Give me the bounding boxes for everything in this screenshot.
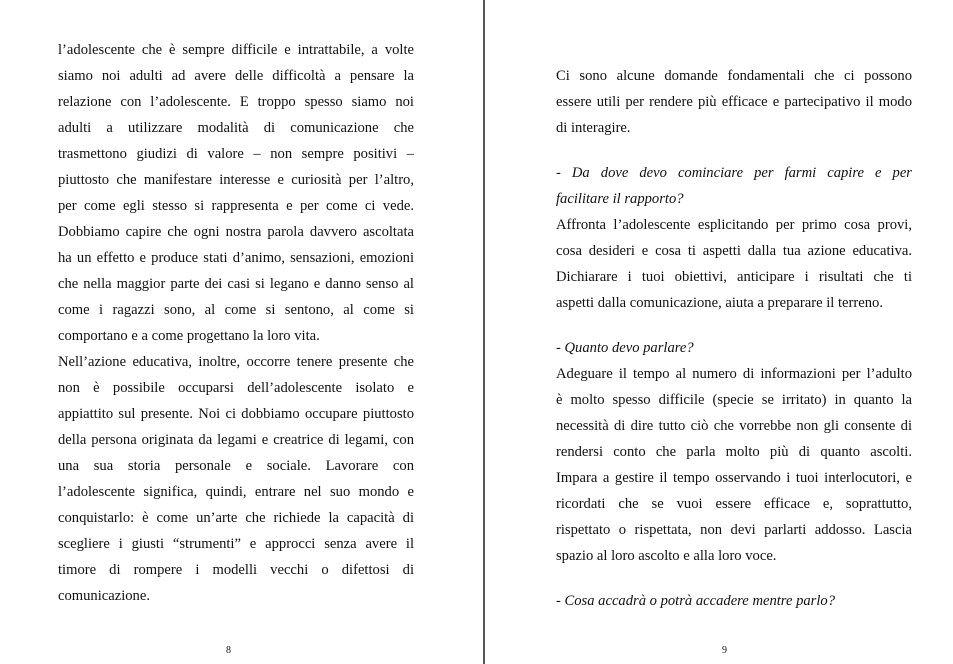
question-heading: - Quanto devo parlare? [556,340,694,356]
text-line: Impara a gestire il tempo osservando i tuoi interlocutori, e [556,470,912,486]
text-line: comportano e a come progettano la loro vita. [58,328,320,344]
text-line: aspetti dalla comunicazione, aiuta a preparare il terreno. [556,295,883,311]
text-line: trasmettono giudizi di valore – non sempre positivi – [58,146,414,162]
text-line: timore di rompere i modelli vecchi o difettosi di [58,562,414,578]
text-line: Dichiarare i tuoi obiettivi, anticipare i risultati che ti [556,269,912,285]
text-line: conquistarlo: è come un’arte che richiede la capacità di [58,510,414,526]
text-line: Affronta l’adolescente esplicitando per primo cosa provi, [556,217,912,233]
text-line: ha un effetto e produce stati d’animo, sensazioni, emozioni [58,250,414,266]
text-line: spazio al loro ascolto e alla loro voce. [556,548,777,564]
text-line: non è possibile occuparsi dell’adolescente isolato e [58,380,414,396]
text-line: appiattito sul presente. Noi ci dobbiamo occupare piuttosto [58,406,414,422]
text-line: ricordati che se vuoi essere efficace e, soprattutto, [556,496,912,512]
text-line: rispettato o rispettata, non devi parlarti addosso. Lascia [556,522,912,538]
page-number: 8 [226,645,231,656]
text-line: Nell’azione educativa, inoltre, occorre tenere presente che [58,354,414,370]
text-line: Adeguare il tempo al numero di informazioni per l’adulto [556,366,912,382]
text-line: come i ragazzi sono, al come si sentono, al come si [58,302,414,318]
text-line: relazione con l’adolescente. E troppo spesso siamo noi [58,94,414,110]
text-line: è molto spesso difficile (specie se irritato) in quanto la [556,392,912,408]
right-page-text [556,63,912,614]
blank-line [556,569,912,588]
text-line: che nella maggior parte dei casi si legano e danno senso al [58,276,414,292]
text-line: adulti a utilizzare modalità di comunicazione che [58,120,414,136]
text-line: della persona originata da legami e creatrice di legami, con [58,432,414,448]
text-line: siamo noi adulti ad avere delle difficoltà a pensare la [58,68,414,84]
text-line: Dobbiamo capire che ogni nostra parola davvero ascoltata [58,224,414,240]
text-line: scegliere i giusti “strumenti” e approcci senza avere il [58,536,414,552]
text-line: piuttosto che manifestare interesse e curiosità per l’altro, [58,172,414,188]
text-line: l’adolescente significa, quindi, entrare nel suo mondo e [58,484,414,500]
question-heading: facilitare il rapporto? [556,191,684,207]
text-line: una sua storia personale e sociale. Lavorare con [58,458,414,474]
text-line: necessità di dire tutto ciò che vorrebbe non gli consente di [556,418,912,434]
question-heading: - Cosa accadrà o potrà accadere mentre parlo? [556,593,835,609]
text-line: l’adolescente che è sempre difficile e intrattabile, a volte [58,42,414,58]
text-line: Ci sono alcune domande fondamentali che ci possono [556,68,912,84]
right-page [485,0,953,664]
text-line: per come egli stesso si rappresenta e per come ci vede. [58,198,414,214]
text-line: di interagire. [556,120,631,136]
left-page-text [58,37,414,609]
blank-line [556,141,912,160]
question-heading: - Da dove devo cominciare per farmi capire e per [556,165,912,181]
page-number: 9 [722,645,727,656]
text-line: essere utili per rendere più efficace e partecipativo il modo [556,94,912,110]
text-line: rendersi conto che parla molto più di quanto ascolti. [556,444,912,460]
text-line: cosa desideri e cosa ti aspetti dalla tua azione educativa. [556,243,912,259]
blank-line [556,316,912,335]
text-line: comunicazione. [58,588,150,604]
